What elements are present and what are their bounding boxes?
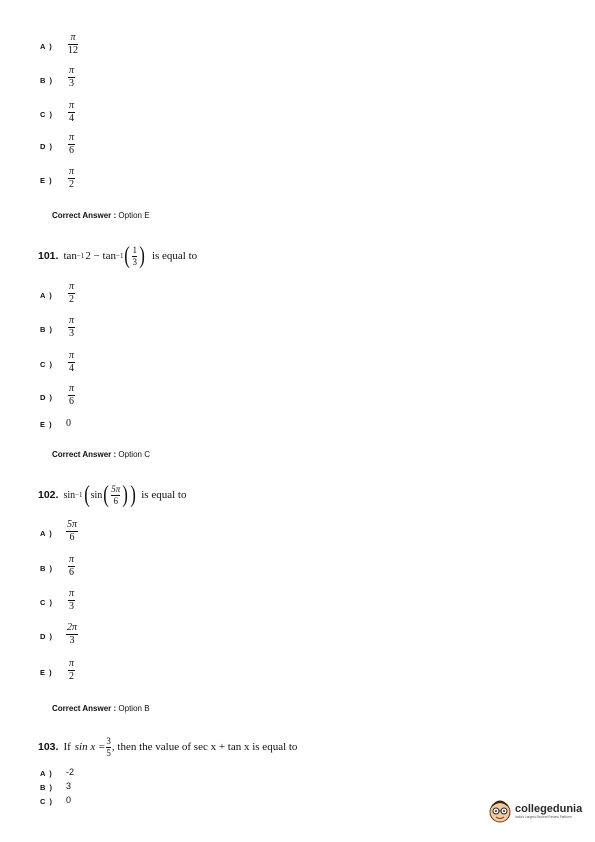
- option-label: B ): [40, 76, 53, 85]
- correct-answer: Correct Answer : Option E: [52, 211, 150, 220]
- option-fraction: π 3: [69, 588, 75, 612]
- option-fraction: π 6: [69, 383, 75, 407]
- option-value: 0: [66, 418, 71, 429]
- option-label: B ): [40, 783, 53, 792]
- option-fraction: π 12: [68, 32, 78, 56]
- option-label: A ): [40, 291, 53, 300]
- option-fraction: π 2: [69, 658, 75, 682]
- option-fraction: π 6: [69, 554, 75, 578]
- option-fraction: π 3: [69, 315, 75, 339]
- option-value: -2: [66, 767, 75, 777]
- option-fraction: π 4: [69, 350, 75, 374]
- option-fraction: π 3: [69, 65, 75, 89]
- option-label: C ): [40, 797, 53, 806]
- option-fraction: π 2: [69, 166, 75, 190]
- option-label: D ): [40, 393, 53, 402]
- option-fraction: π 4: [69, 100, 75, 124]
- option-label: B ): [40, 325, 53, 334]
- question-103: 103. If sin x = 3 5 , then the value of sec x + tan x is equal to: [38, 735, 298, 758]
- correct-answer: Correct Answer : Option C: [52, 450, 150, 459]
- option-label: A ): [40, 769, 53, 778]
- option-fraction: π 6: [69, 132, 75, 156]
- logo-tagline: India's Largest Student Review Platform: [515, 815, 572, 819]
- question-number: 102.: [38, 489, 59, 501]
- mascot-icon: [488, 798, 512, 824]
- option-value: 3: [66, 781, 72, 791]
- question-number: 103.: [38, 741, 59, 753]
- option-label: A ): [40, 42, 53, 51]
- option-fraction: 5π 6: [67, 519, 78, 543]
- option-fraction: π 2: [69, 281, 75, 305]
- option-label: B ): [40, 564, 53, 573]
- question-102: 102. sin −1 ( sin ( 5π 6 ) ) is equal to: [38, 482, 187, 508]
- option-label: A ): [40, 529, 53, 538]
- collegedunia-logo: [488, 798, 582, 824]
- question-101: 101. tan −1 2 − tan −1 ( 1 3 ) is equal to: [38, 243, 198, 269]
- option-value: 0: [66, 795, 72, 805]
- logo-wordmark: collegedunia: [515, 803, 583, 815]
- option-label: C ): [40, 598, 53, 607]
- question-number: 101.: [38, 250, 59, 262]
- option-label: E ): [40, 176, 53, 185]
- option-label: E ): [40, 420, 53, 429]
- option-fraction: 2π 3: [67, 622, 78, 646]
- option-label: D ): [40, 632, 53, 641]
- option-label: C ): [40, 110, 53, 119]
- option-label: C ): [40, 360, 53, 369]
- option-label: E ): [40, 668, 53, 677]
- option-label: D ): [40, 142, 53, 151]
- correct-answer: Correct Answer : Option B: [52, 704, 150, 713]
